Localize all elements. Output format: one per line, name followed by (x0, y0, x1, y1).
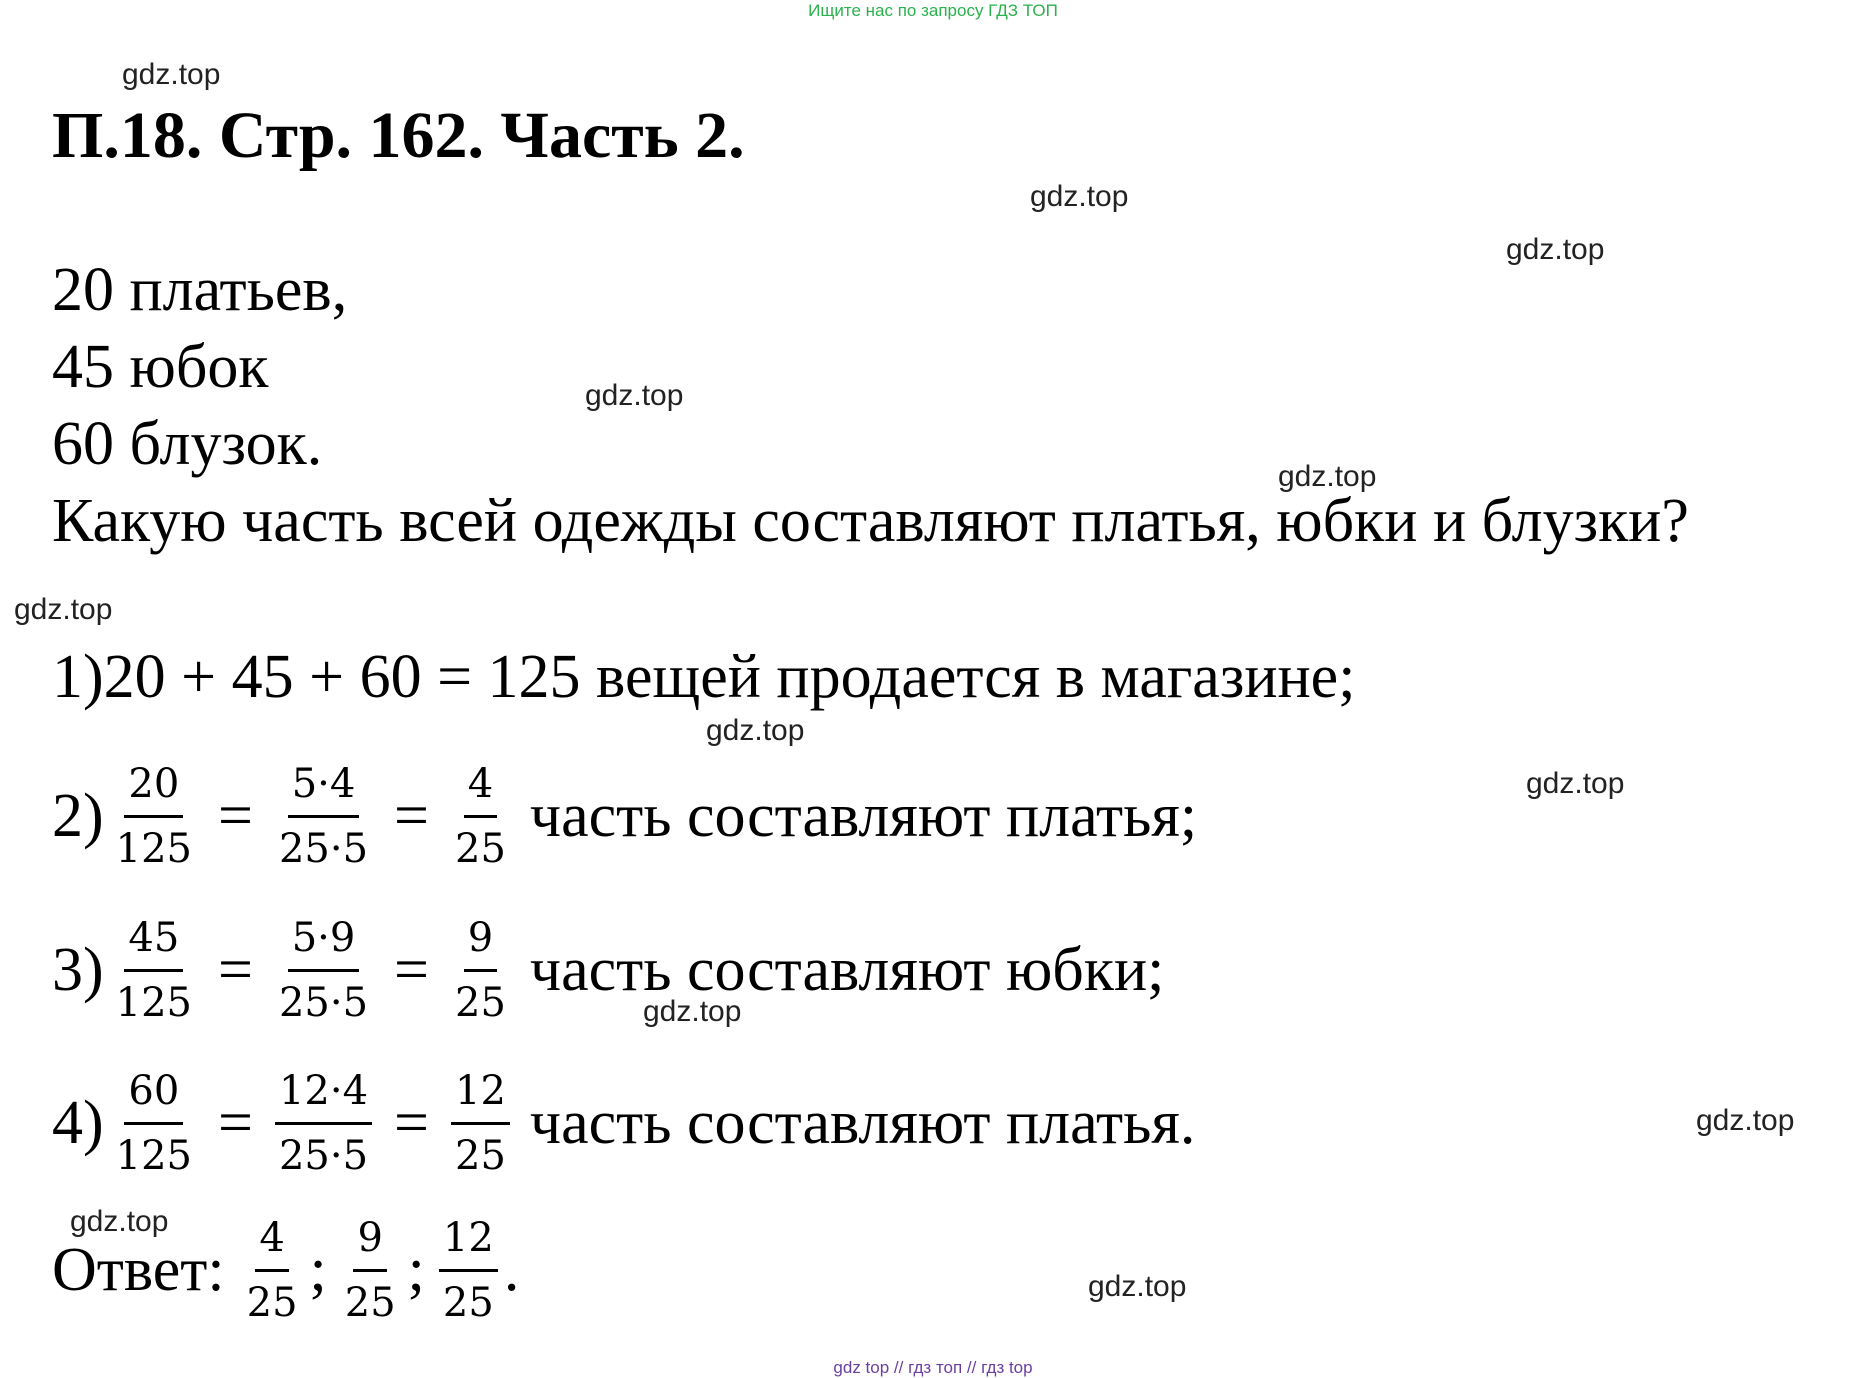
watermark: gdz.top (585, 379, 684, 412)
fraction (112, 911, 196, 1030)
fraction (275, 1064, 372, 1183)
page-title: П.18. Стр. 162. Часть 2. (52, 99, 745, 172)
denominator: 25·5 (278, 825, 369, 872)
condition-line-skirts: 45 юбок (52, 333, 269, 401)
watermark: gdz.top (1506, 233, 1605, 266)
answer-fraction (439, 1211, 498, 1330)
denominator: 25 (455, 979, 506, 1026)
fraction (451, 757, 510, 876)
watermark: gdz.top (1030, 180, 1129, 213)
watermark: gdz.top (14, 593, 113, 626)
denominator: 25 (442, 1279, 494, 1326)
step-text: часть составляют юбки; (529, 935, 1165, 1004)
equals-sign: = (218, 935, 253, 1004)
watermark: gdz.top (1088, 1270, 1187, 1303)
top-banner: Ищите нас по запросу ГДЗ ТОП (808, 1, 1058, 20)
numerator: 45 (124, 911, 183, 972)
equals-sign: = (394, 781, 430, 850)
condition-line-blouses: 60 блузок. (52, 410, 323, 478)
solution-step-4 (52, 1053, 1195, 1193)
watermark: gdz.top (1696, 1104, 1795, 1137)
watermark: gdz.top (1278, 460, 1377, 493)
fraction (275, 757, 372, 876)
answer-fraction (341, 1211, 400, 1330)
watermark: gdz.top (643, 995, 742, 1028)
solution-step-1: 1)20 + 45 + 60 = 125 вещей продается в магазине; (52, 643, 1356, 711)
denominator: 25·5 (278, 979, 369, 1026)
fraction (112, 757, 196, 876)
solution-step-2 (52, 746, 1197, 886)
answer-fraction (243, 1211, 302, 1330)
numerator: 9 (464, 911, 497, 972)
denominator: 25 (455, 1132, 506, 1179)
answer-end: . (503, 1235, 520, 1304)
denominator: 125 (115, 825, 193, 872)
separator: ; (309, 1235, 327, 1304)
numerator: 4 (464, 757, 497, 818)
numerator: 20 (124, 757, 183, 818)
condition-line-dresses: 20 платьев, (52, 256, 348, 324)
equals-sign: = (218, 781, 253, 850)
bottom-banner: gdz top // гдз топ // гдз top (833, 1358, 1033, 1377)
watermark: gdz.top (122, 58, 221, 91)
equals-sign: = (394, 1088, 430, 1157)
step-number: 2) (52, 781, 104, 850)
step-number: 3) (52, 935, 104, 1004)
numerator: 60 (124, 1064, 183, 1125)
denominator: 125 (115, 979, 193, 1026)
numerator: 12 (451, 1064, 510, 1125)
numerator: 5·4 (288, 757, 360, 818)
denominator: 25 (455, 825, 506, 872)
step-text: часть составляют платья. (529, 1088, 1196, 1157)
denominator: 25·5 (278, 1132, 369, 1179)
watermark: gdz.top (1526, 767, 1625, 800)
equals-sign: = (394, 935, 430, 1004)
numerator: 12·4 (275, 1064, 372, 1125)
solution-step-3 (52, 900, 1164, 1040)
denominator: 25 (344, 1279, 396, 1326)
numerator: 9 (353, 1211, 386, 1272)
denominator: 25 (246, 1279, 298, 1326)
numerator: 12 (439, 1211, 498, 1272)
step-text: часть составляют платья; (529, 781, 1198, 850)
fraction (112, 1064, 196, 1183)
numerator: 5·9 (288, 911, 360, 972)
watermark: gdz.top (70, 1205, 169, 1238)
separator: ; (407, 1235, 425, 1304)
fraction (451, 1064, 510, 1183)
step-number: 4) (52, 1088, 104, 1157)
condition-question: Какую часть всей одежды составляют платья, юбки и блузки? (52, 487, 1689, 555)
fraction (275, 911, 372, 1030)
numerator: 4 (255, 1211, 288, 1272)
equals-sign: = (218, 1088, 253, 1157)
answer-label: Ответ: (52, 1235, 225, 1304)
fraction (451, 911, 510, 1030)
watermark: gdz.top (706, 714, 805, 747)
denominator: 125 (115, 1132, 193, 1179)
